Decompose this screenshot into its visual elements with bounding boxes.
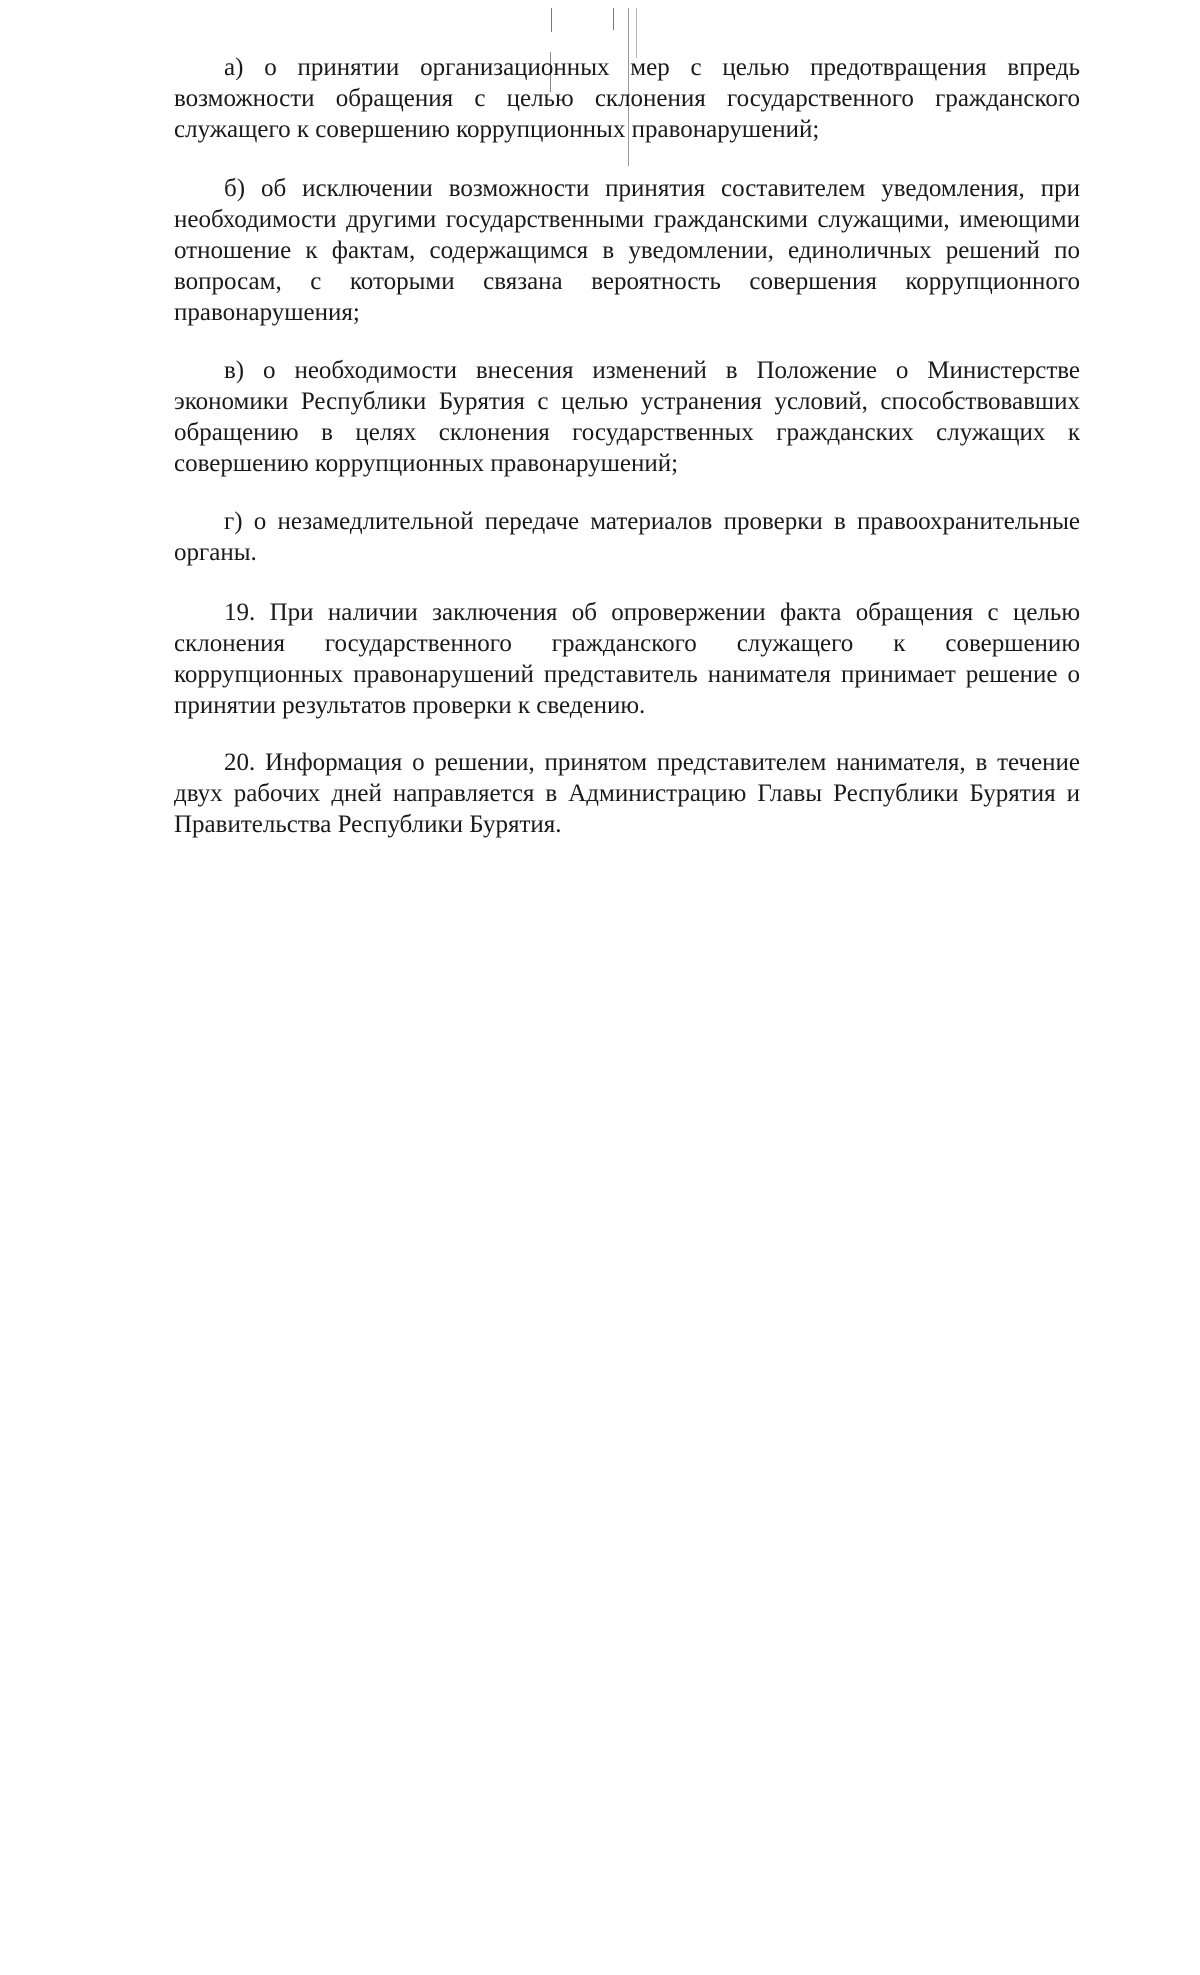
paragraph-20: 20. Информация о решении, принятом представителем нанимателя, в течение двух рабочих дней направляется в Администрацию Главы Республики Бурятия и Правительства Республики Бурятия. xyxy=(174,749,1080,838)
paragraph-g: г) о незамедлительной передаче материалов проверки в правоохранительные органы. xyxy=(174,508,1080,566)
paragraph-19: 19. При наличии заключения об опровержении факта обращения с целью склонения государственного гражданского служащего к совершению коррупционных правонарушений представитель нанимателя принимает решение о принятии результатов проверки к сведению. xyxy=(174,599,1080,719)
paragraph-a: а) о принятии организационных мер с целью предотвращения впредь возможности обращения с целью склонения государственного гражданского служащего к совершению коррупционных правонарушений; xyxy=(174,54,1080,143)
scan-artifact-line xyxy=(636,8,637,58)
scan-artifact-line xyxy=(551,8,552,32)
paragraph-v: в) о необходимости внесения изменений в Положение о Министерстве экономики Республики Бурятия с целью устранения условий, способствовавших обращению в целях склонения государственных гражданских служащих к совершению коррупционных правонарушений; xyxy=(174,357,1080,477)
scan-artifact-line xyxy=(613,8,614,30)
paragraph-b: б) об исключении возможности принятия составителем уведомления, при необходимости другими государственными гражданскими служащими, имеющими отношение к фактам, содержащимся в уведомлении, единоличных решений по вопросам, с которыми связана вероятность совершения коррупционного правонарушения; xyxy=(174,175,1080,326)
